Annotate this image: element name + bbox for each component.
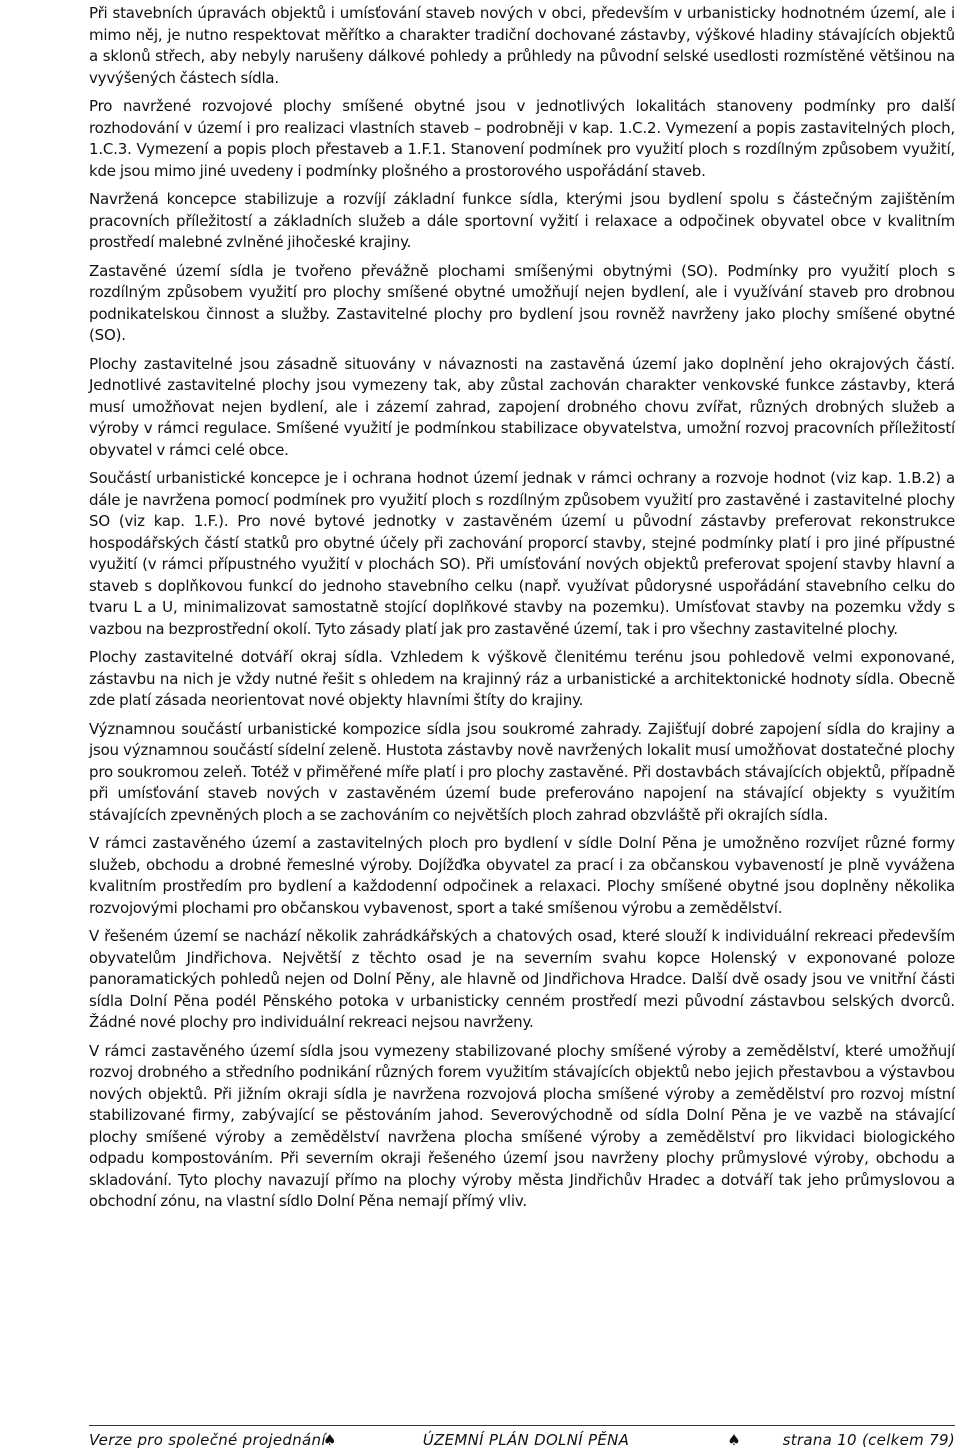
paragraph-3: Navržená koncepce stabilizuje a rozvíjí základní funkce sídla, kterými jsou bydlení spolu s částečným zajištěním pracovních příležitostí a základních služeb a dále sportovní vyžití i relaxace a odpočinek obyvatel obce v kvalitním prostředí malebné zvlněné jihočeské krajiny. [89,190,955,251]
paragraph-7: Plochy zastavitelné dotváří okraj sídla. Vzhledem k výškově členitému terénu jsou pohledově velmi exponované, zástavbu na nich je vždy nutné řešit s ohledem na krajinný ráz a urbanistické a architektonické hodnoty sídla. Obecně zde platí zásada neorientovat nové objekty hlavními štíty do krajiny. [89,648,955,709]
paragraph-1: Při stavebních úpravách objektů i umísťování staveb nových v obci, především v urbanisticky hodnotném území, ale i mimo něj, je nutno respektovat měřítko a charakter tradiční dochované zástavby, výškové hladiny stávajících objektů a sklonů střech, aby nebyly narušeny dálkové pohledy a průhledy na původní selské usedlosti rozmístěné většinou na vyvýšených částech sídla. [89,4,955,87]
paragraph-11: V rámci zastavěného území sídla jsou vymezeny stabilizované plochy smíšené výroby a zemědělství, které umožňují rozvoj drobného a středního podnikání různých forem využitím stávajících objektů nebo jejich přestavbou a výstavbou nových objektů. Při jižním okraji sídla je navržena rozvojová plocha smíšené výroby a zemědělství pro rozvoj místní stabilizované firmy, zabývající se pěstováním jahod. Severovýchodně od sídla Dolní Pěna je ve vazbě na stávající plochy smíšené výroby a zemědělství navržena plocha smíšené výroby a zemědělství pro likvidaci biologického odpadu kompostováním. Při severním okraji řešeného území jsou navrženy plochy průmyslové výroby, obchodu a skladování. Tyto plochy navazují přímo na plochy výroby města Jindřichův Hradec a dotváří tak jeho průmyslovou a obchodní zónu, na vlastní sídlo Dolní Pěna nemají přímý vliv. [89,1041,955,1210]
paragraph-4: Zastavěné území sídla je tvořeno převážně plochami smíšenými obytnými (SO). Podmínky pro využití ploch s rozdílným způsobem využití pro plochy smíšené obytné umožňují nejen bydlení, ale i využívání staveb pro drobnou podnikatelskou činnost a služby. Zastavitelné plochy pro bydlení jsou rovněž navrženy jako plochy smíšené obytné (SO). [89,261,955,344]
spade-icon: ♠ [323,1431,337,1449]
document-body [89,0,955,1220]
spade-icon: ♠ [727,1431,741,1449]
footer-page-number: strana 10 (celkem 79) [782,1431,955,1449]
paragraph-10: V řešeném území se nachází několik zahrádkářských a chatových osad, které slouží k individuální rekreaci především obyvatelům Jindřichova. Největší z těchto osad je na severním svahu kopce Holenský v exponované poloze panoramatických pohledů nejen od Dolní Pěny, ale hlavně od Jindřichova Hradce. Další dvě osady jsou ve vnitřní části sídla Dolní Pěna podél Pěnského potoka v urbanisticky cenném prostředí mezi původní zástavbou selských dvorců. Žádné nové plochy pro individuální rekreaci nejsou navrženy. [89,927,955,1031]
paragraph-9: V rámci zastavěného území a zastavitelných ploch pro bydlení v sídle Dolní Pěna je umožněno rozvíjet různé formy služeb, obchodu a drobné řemeslné výroby. Dojížďka obyvatel za prací i za občanskou vybaveností je plně vyvážena kvalitním prostředím pro bydlení a každodenní odpočinek a relaxaci. Plochy smíšené obytné jsou doplněny několika rozvojovými plochami pro občanskou vybavenost, sport a také smíšenou výrobu a zemědělství. [89,834,955,917]
paragraph-8: Významnou součástí urbanistické kompozice sídla jsou soukromé zahrady. Zajišťují dobré zapojení sídla do krajiny a jsou významnou součástí sídelní zeleně. Hustota zástavby nově navržených lokalit musí umožňovat dostatečné plochy pro soukromou zeleň. Totéž v přiměřené míře platí i pro plochy zastavěné. Při dostavbách stávajících objektů, případně při umísťování staveb nových v zastavěném území bude preferováno napojení na stávající objekty s využitím stávajících zpevněných ploch a se zachováním co největších ploch zahrad obzvláště při okrajích sídla. [89,719,955,824]
footer-version-label: Verze pro společné projednání [89,1431,326,1449]
paragraph-2: Pro navržené rozvojové plochy smíšené obytné jsou v jednotlivých lokalitách stanoveny podmínky pro další rozhodování v území i pro realizaci vlastních staveb – podrobněji v kap. 1.C.2. Vymezení a popis zastavitelných ploch, 1.C.3. Vymezení a popis ploch přestaveb a 1.F.1. Stanovení podmínek pro využití ploch s rozdílným způsobem využití, kde jsou mimo jiné uvedeny i podmínky plošného a prostorového uspořádání staveb. [89,97,955,180]
footer-document-title: ÚZEMNÍ PLÁN DOLNÍ PĚNA [422,1431,630,1449]
page-footer [89,1425,955,1454]
paragraph-5: Plochy zastavitelné jsou zásadně situovány v návaznosti na zastavěná území jako doplnění jeho okrajových částí. Jednotlivé zastavitelné plochy jsou vymezeny tak, aby zůstal zachován charakter venkovské funkce zástavby, která musí umožňovat nejen bydlení, ale i zázemí zahrad, zapojení drobného chovu zvířat, různých drobných služeb a výroby v rámci regulace. Smíšené využití je podmínkou stabilizace obyvatelstva, umožní rozvoj pracovních příležitostí obyvatel v rámci celé obce. [89,354,955,459]
paragraph-6: Součástí urbanistické koncepce je i ochrana hodnot území jednak v rámci ochrany a rozvoje hodnot (viz kap. 1.B.2) a dále je navržena pomocí podmínek pro využití ploch s rozdílným způsobem využití pro zastavěné i zastavitelné plochy SO (viz kap. 1.F.). Pro nové bytové jednotky v zastavěném území u původní zástavby preferovat rekonstrukce hospodářských částí statků pro obytné účely při zachování proporcí stavby, stejné podmínky platí i pro jiné přípustné využití (v rámci přípustného využití v plochách SO). Při umísťování nových objektů preferovat spojení stavby hlavní a staveb s doplňkovou funkcí do jednoho stavebního celku (např. využívat půdorysné uspořádání stavebního celku do tvaru L a U, minimalizovat samostatně stojící doplňkové stavby na pozemku). Umísťovat stavby na pozemku vždy s vazbou na bezprostřední okolí. Tyto zásady platí jak pro zastavěné území, tak i pro všechny zastavitelné plochy. [89,469,955,638]
